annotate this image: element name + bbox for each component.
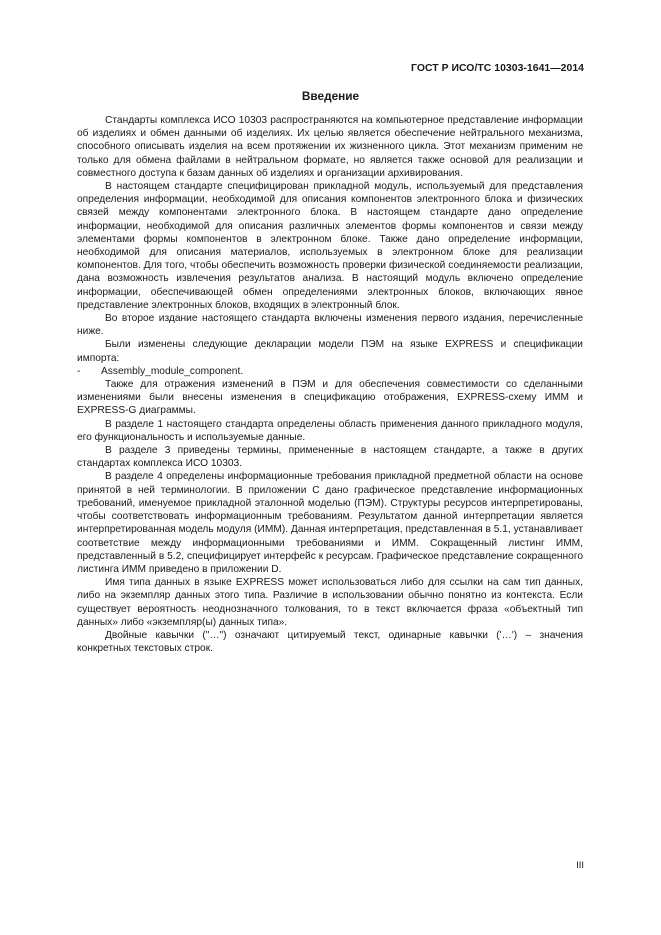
paragraph: Во второе издание настоящего стандарта включены изменения первого издания, перечисленные ниже. [77,313,583,338]
paragraph: Были изменены следующие декларации модели ПЭМ на языке EXPRESS и спецификации импорта: [77,339,583,364]
section-title: Введение [301,89,360,103]
list-item-text: Assembly_module_component. [101,365,244,377]
paragraph: В разделе 3 приведены термины, примененные в настоящем стандарте, а также в других стандартах комплекса ИСО 10303. [77,445,583,470]
paragraph: В разделе 1 настоящего стандарта определены область применения данного прикладного модуля, его функциональность и используемые данные. [77,418,583,443]
paragraph: Также для отражения изменений в ПЭМ и для обеспечения совместимости со сделанными изменениями были внесены изменения в спецификацию отображения, EXPRESS-схему ИММ и EXPRESS-G диаграммы. [77,379,583,417]
paragraph: Имя типа данных в языке EXPRESS может использоваться либо для ссылки на сам тип данных, либо на экземпляр данных этого типа. Различие в использовании обычно понятно из контекста. Если существует вероятность неоднозначного толкования, то в текст включается фраза «объектный тип данных» либо «экземпляр(ы) данных типа». [77,577,583,628]
paragraph: Двойные кавычки ("…") означают цитируемый текст, одинарные кавычки ('…') – значения конкретных текстовых строк. [77,629,583,655]
list-item [77,365,583,378]
paragraph: Стандарты комплекса ИСО 10303 распространяются на компьютерное представление информации об изделиях и обмен данными об изделиях. Их целью является обеспечение нейтрального механизма, способного описывать изделия на всем протяжении их жизненного цикла. Этот механизм применим не только для обмена файлами в нейтральном формате, но является также основой для реализации и совместного доступа к базам данных об изделиях и организации архивирования. [77,115,583,179]
paragraph: В разделе 4 определены информационные требования прикладной предметной области на основе принятой в ней терминологии. В приложении С дано графическое представление информационных требований, именуемое прикладной эталонной моделью (ПЭМ). Структуры ресурсов интерпретированы, чтобы соответствовать информационным требованиям. Результатом данной интерпретации является интерпретированная модель модуля (ИММ). Данная интерпретация, представленная в 5.1, устанавливает соответствие между информационными требованиями и ИММ. Сокращенный листинг ИММ, представленный в 5.2, специфицирует интерфейс к ресурсам. Графическое представление сокращенного листинга ИММ приведено в приложении D. [77,471,583,575]
paragraph: В настоящем стандарте специфицирован прикладной модуль, используемый для представления определения информации, необходимой для описания компонентов электронного блока и физических связей между компонентами электронного блока. В настоящем стандарте дано определение информации, необходимой для описания различных элементов формы компонентов и связи между элементами формы компонентов в электронном блоке. Также дано определение информации, необходимой для описания материалов, используемых в электронном блоке для реализации компонентов. Для того, чтобы обеспечить возможность проверки физической соединяемости реализации, дана возможность извлечения результатов анализа. В настоящий модуль включено определение информации, обеспечивающей обмен определениями электронных блоков, включающих явное представление электронных блоков, входящих в электронный блок. [77,181,583,311]
standard-code-header: ГОСТ Р ИСО/ТС 10303-1641—2014 [411,63,584,74]
page-number: III [576,860,584,871]
dash-marker: - [77,365,81,377]
document-body [77,114,583,655]
